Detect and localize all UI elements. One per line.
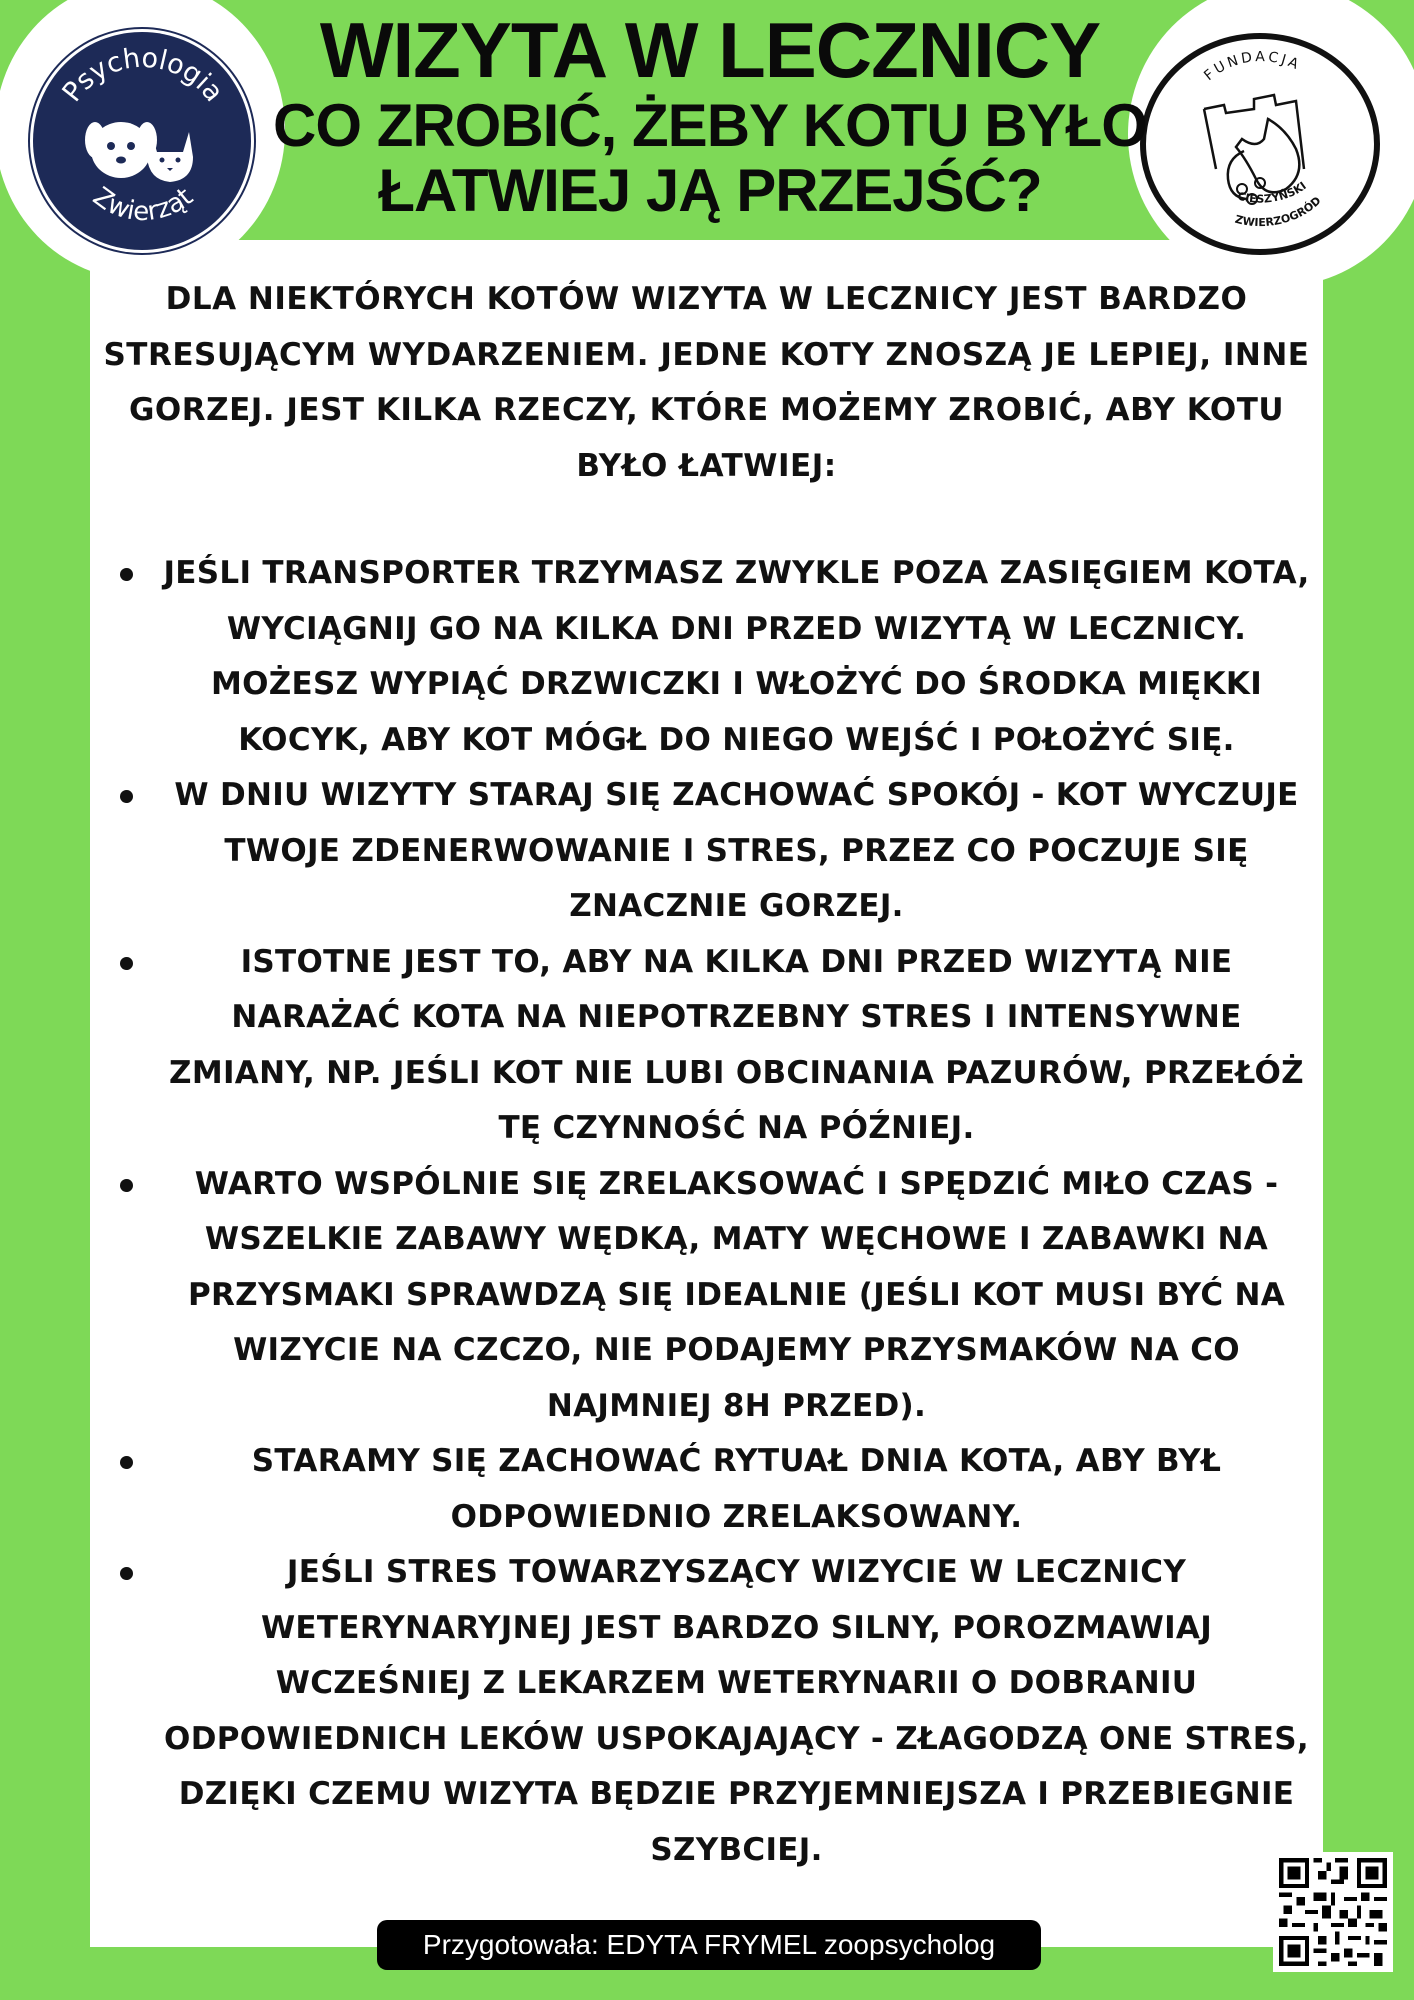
svg-text:Psychologia: Psychologia	[56, 42, 230, 108]
tip-item-daily-ritual: STARAMY SIĘ ZACHOWAĆ RYTUAŁ DNIA KOTA, ABY BYŁ ODPOWIEDNIO ZRELAKSOWANY.	[90, 1434, 1323, 1545]
bullet-icon	[120, 1456, 133, 1469]
fundacja-cieszynski-zwierzogrod-logo	[1140, 33, 1380, 255]
tip-item-consult-vet: JEŚLI STRES TOWARZYSZĄCY WIZYCIE W LECZNICY WETERYNARYJNEJ JEST BARDZO SILNY, POROZMAWIAJ WCZEŚNIEJ Z LEKARZEM WETERYNARII O DOBRANIU ODPOWIEDNICH LEKÓW USPOKAJAJĄCY - ZŁAGODZĄ ONE STRES, DZIĘKI CZEMU WIZYTA BĘDZIE PRZYJEMNIEJSZA I PRZEBIEGNIE SZYBCIEJ.	[90, 1545, 1323, 1878]
bullet-icon	[120, 1567, 133, 1580]
intro-line: GORZEJ. JEST KILKA RZECZY, KTÓRE MOŻEMY ZROBIĆ, ABY KOTU	[128, 392, 1285, 428]
bullet-icon	[120, 1179, 133, 1192]
qr-code[interactable]	[1273, 1852, 1393, 1972]
svg-text:Zwierząt: Zwierząt	[87, 181, 199, 228]
psychologia-zwierzat-logo	[33, 32, 251, 250]
qr-code-icon	[1279, 1858, 1387, 1966]
poster-header	[260, 0, 1160, 224]
bullet-icon	[120, 790, 133, 803]
tips-list	[90, 546, 1323, 1878]
cats-on-castle-icon	[1146, 39, 1374, 249]
tip-item-avoid-stress: ISTOTNE JEST TO, ABY NA KILKA DNI PRZED WIZYTĄ NIE NARAŻAĆ KOTA NA NIEPOTRZEBNY STRES I INTENSYWNE ZMIANY, NP. JEŚLI KOT NIE LUBI OBCINANIA PAZURÓW, PRZEŁÓŻ TĘ CZYNNOŚĆ NA PÓŹNIEJ.	[90, 935, 1323, 1157]
intro-line: STRESUJĄCYM WYDARZENIEM. JEDNE KOTY ZNOSZĄ JE LEPIEJ, INNE	[103, 336, 1310, 373]
svg-text:ZWIERZOGRÓD: ZWIERZOGRÓD	[1233, 194, 1324, 230]
bullet-icon	[120, 568, 133, 581]
svg-text:FUNDACJA: FUNDACJA	[1201, 49, 1304, 85]
bullet-icon	[120, 957, 133, 970]
author-credit-badge: Przygotowała: EDYTA FRYMEL zoopsycholog	[377, 1920, 1041, 1970]
poster-subtitle-line-1: CO ZROBIĆ, ŻEBY KOTU BYŁO	[273, 92, 1147, 159]
poster-content	[90, 272, 1323, 1878]
tip-item-stay-calm: W DNIU WIZYTY STARAJ SIĘ ZACHOWAĆ SPOKÓJ - KOT WYCZUJE TWOJE ZDENERWOWANIE I STRES, PRZEZ CO POCZUJE SIĘ ZNACZNIE GORZEJ.	[90, 768, 1323, 935]
tip-item-relax-together: WARTO WSPÓLNIE SIĘ ZRELAKSOWAĆ I SPĘDZIĆ MIŁO CZAS - WSZELKIE ZABAWY WĘDKĄ, MATY WĘCHOWE I ZABAWKI NA PRZYSMAKI SPRAWDZĄ SIĘ IDEALNIE (JEŚLI KOT MUSI BYĆ NA WIZYCIE NA CZCZO, NIE PODAJEMY PRZYSMAKÓW NA CO NAJMNIEJ 8H PRZED).	[90, 1157, 1323, 1435]
dog-and-cat-icon	[33, 32, 251, 250]
intro-line: DLA NIEKTÓRYCH KOTÓW WIZYTA W LECZNICY JEST BARDZO	[165, 281, 1248, 317]
svg-text:CIESZYŃSKI: CIESZYŃSKI	[1236, 179, 1309, 206]
tip-item-transporter: JEŚLI TRANSPORTER TRZYMASZ ZWYKLE POZA ZASIĘGIEM KOTA, WYCIĄGNIJ GO NA KILKA DNI PRZED WIZYTĄ W LECZNICY. MOŻESZ WYPIĄĆ DRZWICZKI I WŁOŻYĆ DO ŚRODKA MIĘKKI KOCYK, ABY KOT MÓGŁ DO NIEGO WEJŚĆ I POŁOŻYĆ SIĘ.	[90, 546, 1323, 768]
poster-title: WIZYTA W LECZNICY	[319, 6, 1101, 94]
poster-subtitle-line-2: ŁATWIEJ JĄ PRZEJŚĆ?	[378, 157, 1042, 224]
intro-line: BYŁO ŁATWIEJ:	[576, 447, 837, 484]
intro-paragraph	[92, 272, 1322, 494]
